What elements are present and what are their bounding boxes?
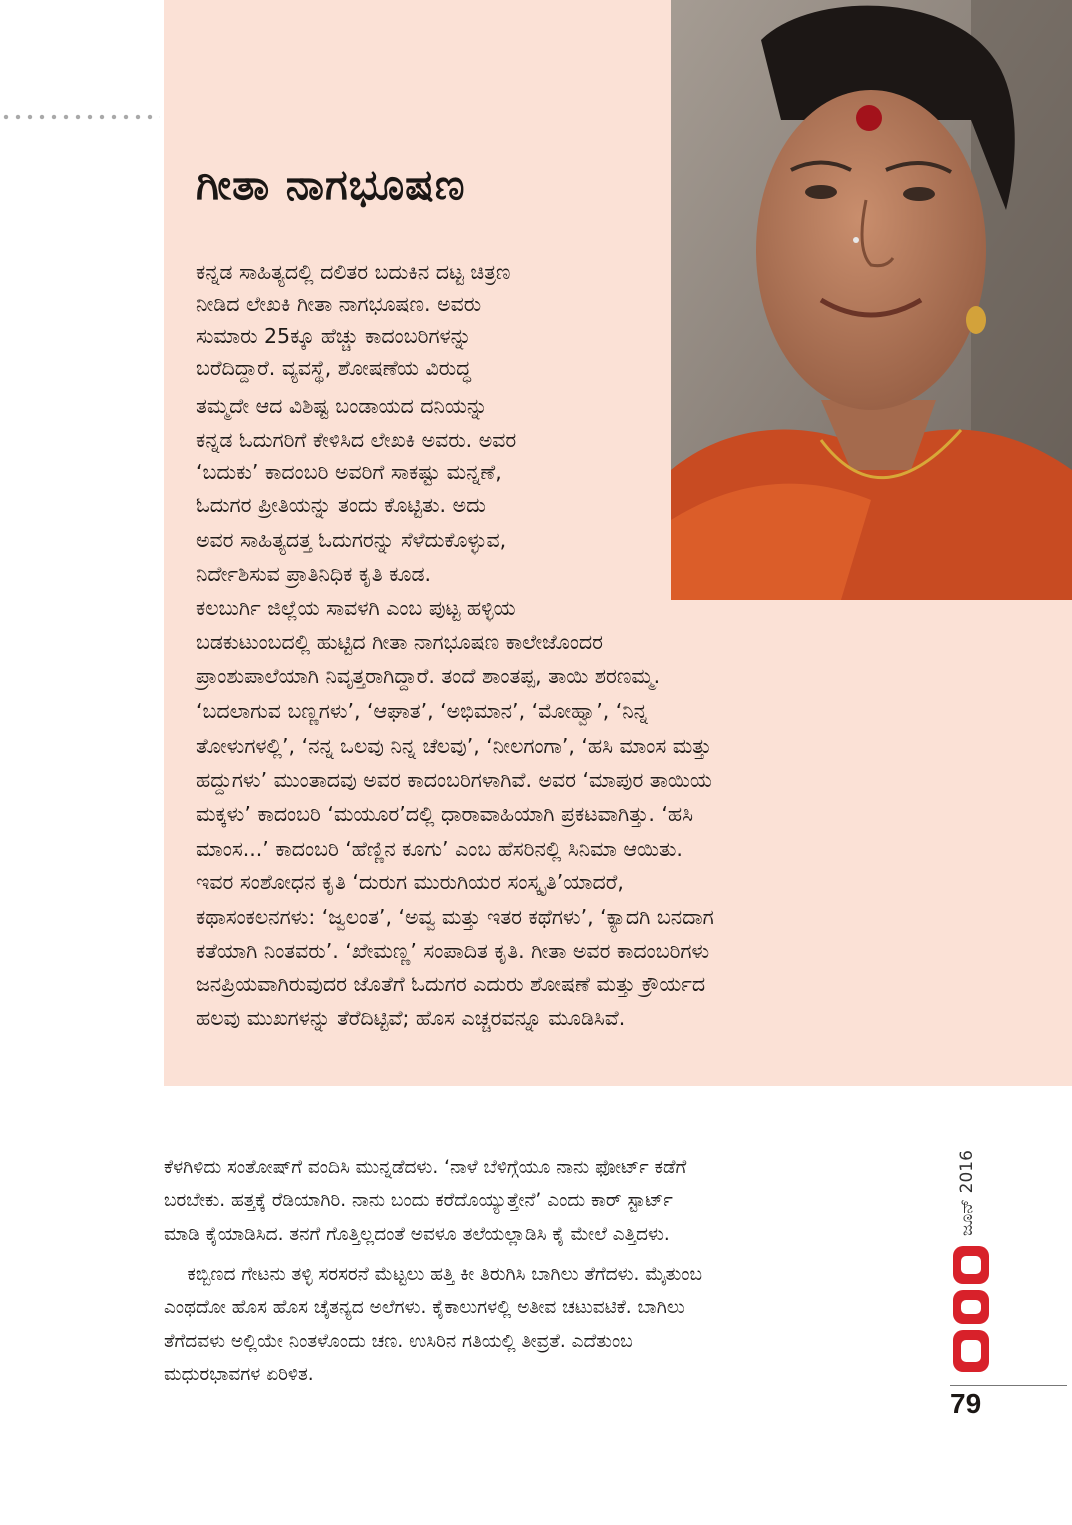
author-photo (671, 0, 1072, 600)
bio-line: ಬರೆದಿದ್ದಾರೆ. ವ್ಯವಸ್ಥೆ, ಶೋಷಣೆಯ ವಿರುದ್ಧ (196, 356, 471, 380)
bio-line: ‘ಬದುಕು’ ಕಾದಂಬರಿ ಅವರಿಗೆ ಸಾಕಷ್ಟು ಮನ್ನಣೆ, (196, 460, 502, 484)
bio-line: ತೋಳುಗಳಲ್ಲಿ’, ‘ನನ್ನ ಒಲವು ನಿನ್ನ ಚೆಲವು’, ‘ನೀಲಗಂಗಾ’, ‘ಹಸಿ ಮಾಂಸ ಮತ್ತು (196, 734, 712, 758)
feature-title: ಗೀತಾ ನಾಗಭೂಷಣ (196, 160, 466, 209)
bio-line: ಕಥಾಸಂಕಲನಗಳು: ‘ಜ್ವಲಂತ’, ‘ಅವ್ವ ಮತ್ತು ಇತರ ಕಥೆಗಳು’, ‘ಕ್ಯಾದಗಿ ಬನದಾಗ (196, 905, 714, 929)
bio-line: ಪ್ರಾಂಶುಪಾಲೆಯಾಗಿ ನಿವೃತ್ತರಾಗಿದ್ದಾರೆ. ತಂದೆ ಶಾಂತಪ್ಪ, ತಾಯಿ ಶರಣಮ್ಮ. (196, 664, 661, 688)
bio-line: ಕನ್ನಡ ಓದುಗರಿಗೆ ಕೇಳಿಸಿದ ಲೇಖಕಿ ಅವರು. ಅವರ (196, 428, 517, 452)
story-line: ಎಂಥದೋ ಹೊಸ ಹೊಸ ಚೈತನ್ಯದ ಅಲೆಗಳು. ಕೈಕಾಲುಗಳಲ್ಲಿ ಅತೀವ ಚಟುವಟಿಕೆ. ಬಾಗಿಲು (164, 1297, 685, 1318)
bio-line: ಓದುಗರ ಪ್ರೀತಿಯನ್ನು ತಂದು ಕೊಟ್ಟಿತು. ಅದು (196, 493, 486, 517)
story-line: ಕಬ್ಬಿಣದ ಗೇಟನು ತಳ್ಳಿ ಸರಸರನೆ ಮೆಟ್ಟಲು ಹತ್ತಿ ಕೀ ತಿರುಗಿಸಿ ಬಾಗಿಲು ತೆಗೆದಳು. ಮೈತುಂಬ (164, 1264, 702, 1285)
bio-line: ಕಲಬುರ್ಗಿ ಜಿಲ್ಲೆಯ ಸಾವಳಗಿ ಎಂಬ ಪುಟ್ಟ ಹಳ್ಳಿಯ (196, 596, 516, 620)
story-line: ಮಾಡಿ ಕೈಯಾಡಿಸಿದ. ತನಗೆ ಗೊತ್ತಿಲ್ಲದಂತೆ ಅವಳೂ ತಲೆಯಲ್ಲಾಡಿಸಿ ಕೈ ಮೇಲೆ ಎತ್ತಿದಳು. (164, 1224, 670, 1245)
folio-rule (950, 1385, 1067, 1386)
bio-line: ಮಕ್ಕಳು’ ಕಾದಂಬರಿ ‘ಮಯೂರ’ದಲ್ಲಿ ಧಾರಾವಾಹಿಯಾಗಿ ಪ್ರಕಟವಾಗಿತ್ತು. ‘ಹಸಿ (196, 802, 694, 826)
dotted-rule (0, 108, 160, 126)
page-number: 79 (950, 1388, 982, 1419)
bio-line: ಇವರ ಸಂಶೋಧನ ಕೃತಿ ‘ದುರುಗ ಮುರುಗಿಯರ ಸಂಸ್ಕೃತಿ’ಯಾದರೆ, (196, 870, 624, 894)
story-line: ಮಧುರಭಾವಗಳ ಏರಿಳಿತ. (164, 1364, 314, 1385)
issue-date: ಜೂನ್ 2016 (957, 1150, 977, 1236)
mayura-logo (949, 1242, 993, 1376)
bio-line: ನೀಡಿದ ಲೇಖಕಿ ಗೀತಾ ನಾಗಭೂಷಣ. ಅವರು (196, 292, 482, 316)
story-line: ತೆಗೆದವಳು ಅಲ್ಲಿಯೇ ನಿಂತಳೊಂದು ಚಣ. ಉಸಿರಿನ ಗತಿಯಲ್ಲಿ ತೀವ್ರತೆ. ಎದೆತುಂಬ (164, 1331, 633, 1352)
bio-line: ತಮ್ಮದೇ ಆದ ವಿಶಿಷ್ಟ ಬಂಡಾಯದ ದನಿಯನ್ನು (196, 394, 488, 418)
story-line: ಬರಬೇಕು. ಹತ್ತಕ್ಕೆ ರೆಡಿಯಾಗಿರಿ. ನಾನು ಬಂದು ಕರೆದೊಯ್ಯುತ್ತೇನೆ’ ಎಂದು ಕಾರ್ ಸ್ಟಾರ್ಟ್ (164, 1190, 673, 1211)
bio-line: ಸುಮಾರು 25ಕ್ಕೂ ಹೆಚ್ಚು ಕಾದಂಬರಿಗಳನ್ನು (196, 324, 472, 348)
bio-line: ಅವರ ಸಾಹಿತ್ಯದತ್ತ ಓದುಗರನ್ನು ಸೆಳೆದುಕೊಳ್ಳುವ, (196, 528, 507, 552)
bio-line: ಹದ್ದುಗಳು’ ಮುಂತಾದವು ಅವರ ಕಾದಂಬರಿಗಳಾಗಿವೆ. ಅವರ ‘ಮಾಪುರ ತಾಯಿಯ (196, 768, 712, 792)
bio-line: ಬಡಕುಟುಂಬದಲ್ಲಿ ಹುಟ್ಟಿದ ಗೀತಾ ನಾಗಭೂಷಣ ಕಾಲೇಜೊಂದರ (196, 630, 603, 654)
bio-line: ಜನಪ್ರಿಯವಾಗಿರುವುದರ ಜೊತೆಗೆ ಓದುಗರ ಎದುರು ಶೋಷಣೆ ಮತ್ತು ಕ್ರೌರ್ಯದ (196, 972, 706, 996)
bio-line: ಕನ್ನಡ ಸಾಹಿತ್ಯದಲ್ಲಿ ದಲಿತರ ಬದುಕಿನ ದಟ್ಟ ಚಿತ್ರಣ (196, 260, 511, 284)
bio-line: ನಿರ್ದೇಶಿಸುವ ಪ್ರಾತಿನಿಧಿಕ ಕೃತಿ ಕೂಡ. (196, 562, 432, 586)
story-line: ಕೆಳಗಿಳಿದು ಸಂತೋಷ್‌ಗೆ ವಂದಿಸಿ ಮುನ್ನಡೆದಳು. ‘ನಾಳೆ ಬೆಳಿಗ್ಗೆಯೂ ನಾನು ಫೋರ್ಟ್ ಕಡೆಗೆ (164, 1157, 687, 1178)
bio-line: ಕತೆಯಾಗಿ ನಿಂತವರು’. ‘ಖೇಮಣ್ಣ’ ಸಂಪಾದಿತ ಕೃತಿ. ಗೀತಾ ಅವರ ಕಾದಂಬರಿಗಳು (196, 939, 710, 963)
bio-line: ‘ಬದಲಾಗುವ ಬಣ್ಣಗಳು’, ‘ಆಘಾತ’, ‘ಅಭಿಮಾನ’, ‘ಮೋಹ್ವಾ’, ‘ನಿನ್ನ (196, 699, 648, 723)
bio-line: ಮಾಂಸ...’ ಕಾದಂಬರಿ ‘ಹೆಣ್ಣಿನ ಕೂಗು’ ಎಂಬ ಹೆಸರಿನಲ್ಲಿ ಸಿನಿಮಾ ಆಯಿತು. (196, 837, 683, 861)
bio-line: ಹಲವು ಮುಖಗಳನ್ನು ತೆರೆದಿಟ್ಟಿವೆ; ಹೊಸ ಎಚ್ಚರವನ್ನೂ ಮೂಡಿಸಿವೆ. (196, 1006, 626, 1030)
